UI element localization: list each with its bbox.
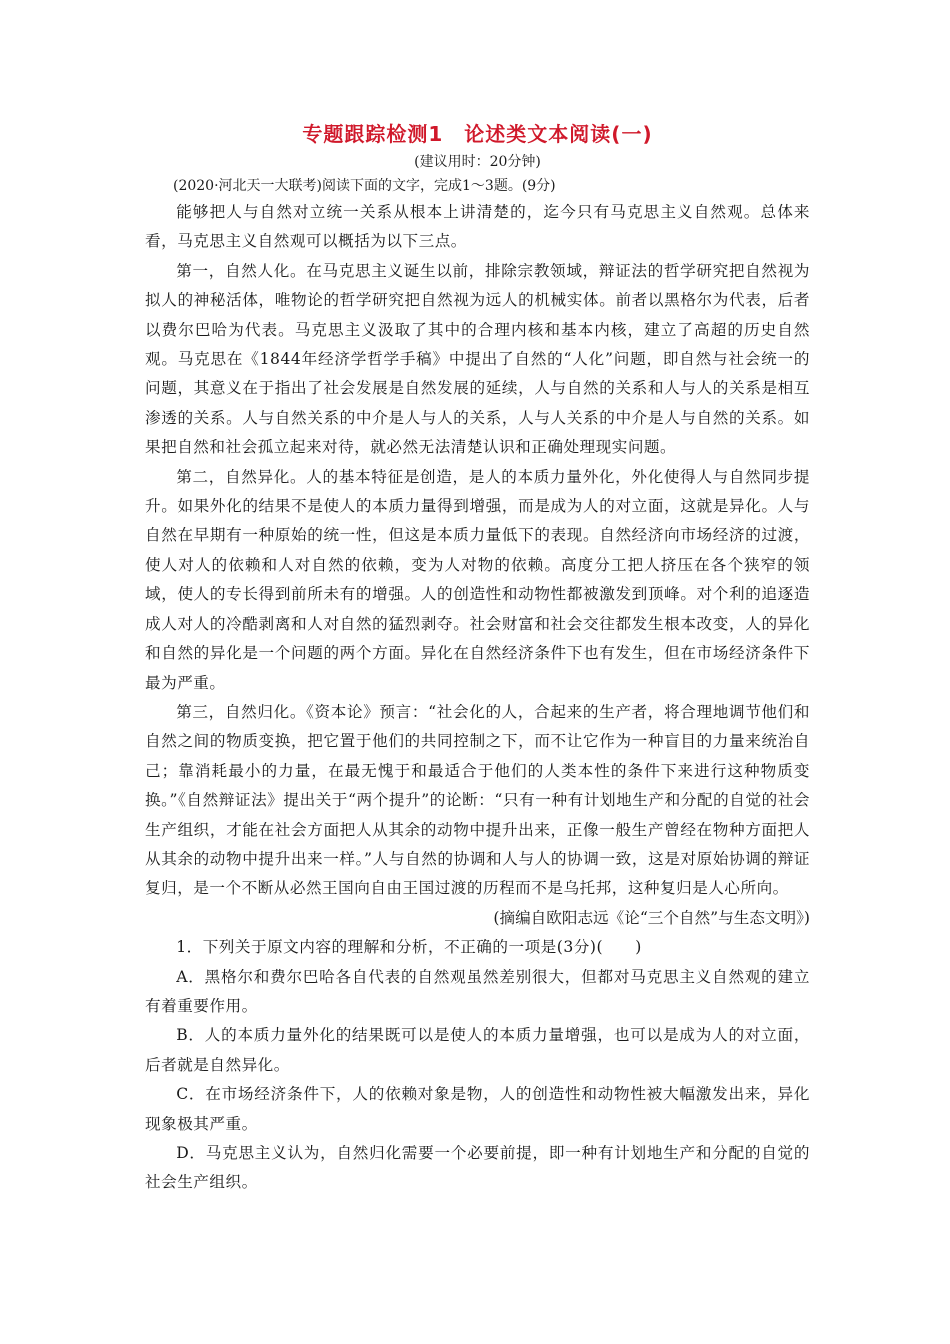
question-1-option-d: D．马克思主义认为，自然归化需要一个必要前提，即一种有计划地生产和分配的自觉的社会生产组织。	[145, 1144, 810, 1192]
paragraph-second-point: 第二，自然异化。人的基本特征是创造，是人的本质力量外化，外化使得人与自然同步提升。如果外化的结果不是使人的本质力量得到增强，而是成为人的对立面，这就是异化。人与自然在早期有一种原始的统一性，但这是本质力量低下的表现。自然经济向市场经济的过渡，使人对人的依赖和人对自然的依赖，变为人对物的依赖。高度分工把人挤压在各个狭窄的领域，使人的专长得到前所未有的增强。人的创造性和动物性都被激发到顶峰。对个利的追逐造成人对人的冷酷剥离和人对自然的猛烈剥夺。社会财富和社会交往都发生根本改变，人的异化和自然的异化是一个问题的两个方面。异化在自然经济条件下也有发生，但在市场经济条件下最为严重。	[145, 467, 810, 692]
source-instruction: (2020·河北天一大联考)阅读下面的文字，完成1～3题。(9分)	[173, 178, 556, 194]
document-page	[145, 118, 810, 1198]
citation: (摘编自欧阳志远《论“三个自然”与生态文明》)	[493, 908, 810, 927]
page-title: 专题跟踪检测1 论述类文本阅读(一)	[302, 122, 653, 146]
paragraph-first-point: 第一，自然人化。在马克思主义诞生以前，排除宗教领域，辩证法的哲学研究把自然视为拟人的神秘活体，唯物论的哲学研究把自然视为远人的机械实体。前者以黑格尔为代表，后者以费尔巴哈为代表。马克思主义汲取了其中的合理内核和基本内核，建立了高超的历史自然观。马克思在《1844年经济学哲学手稿》中提出了自然的“人化”问题，即自然与社会统一的问题，其意义在于指出了社会发展是自然发展的延续，人与自然的关系和人与人的关系是相互渗透的关系。人与自然关系的中介是人与人的关系，人与人关系的中介是人与自然的关系。如果把自然和社会孤立起来对待，就必然无法清楚认识和正确处理现实问题。	[145, 261, 810, 457]
paragraph-third-point: 第三，自然归化。《资本论》预言：“社会化的人，合起来的生产者，将合理地调节他们和自然之间的物质变换，把它置于他们的共同控制之下，而不让它作为一种盲目的力量来统治自己；靠消耗最小的力量，在最无愧于和最适合于他们的人类本性的条件下来进行这种物质变换。”《自然辩证法》提出关于“两个提升”的论断：“只有一种有计划地生产和分配的自觉的社会生产组织，才能在社会方面把人从其余的动物中提升出来，正像一般生产曾经在物种方面把人从其余的动物中提升出来一样。”人与自然的协调和人与人的协调一致，这是对原始协调的辩证复归，是一个不断从必然王国向自由王国过渡的历程而不是乌托邦，这种复归是人心所向。	[145, 702, 810, 898]
question-1-option-c: C．在市场经济条件下，人的依赖对象是物，人的创造性和动物性被大幅激发出来，异化现象极其严重。	[145, 1085, 810, 1133]
question-1-option-a: A．黑格尔和费尔巴哈各自代表的自然观虽然差别很大，但都对马克思主义自然观的建立有着重要作用。	[145, 967, 810, 1015]
time-suggestion: (建议用时：20分钟)	[414, 154, 541, 170]
question-1-stem: 1．下列关于原文内容的理解和分析，不正确的一项是(3分)( )	[176, 938, 642, 957]
question-1-option-b: B．人的本质力量外化的结果既可以是使人的本质力量增强，也可以是成为人的对立面，后者就是自然异化。	[145, 1026, 810, 1074]
paragraph-intro: 能够把人与自然对立统一关系从根本上讲清楚的，迄今只有马克思主义自然观。总体来看，马克思主义自然观可以概括为以下三点。	[145, 203, 810, 251]
